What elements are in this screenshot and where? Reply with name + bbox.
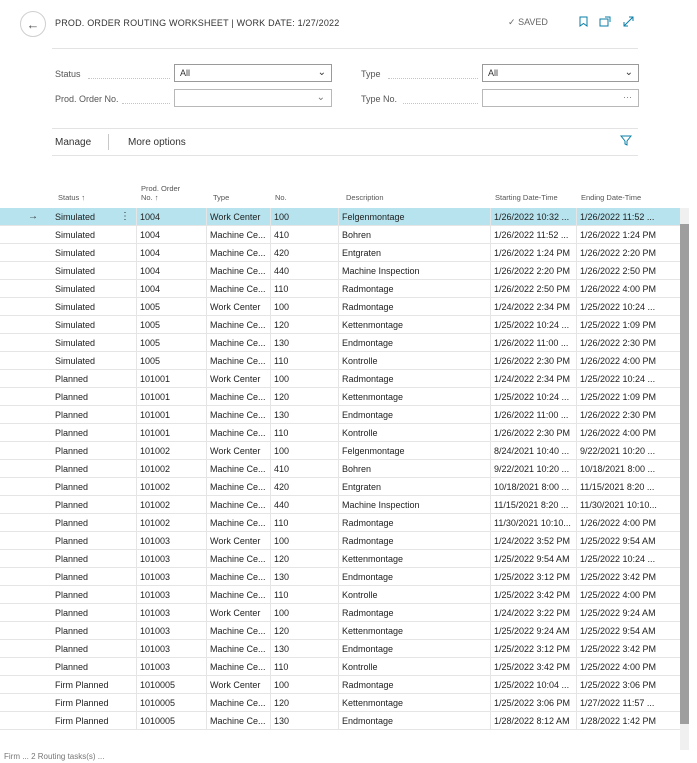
cell-ending-date-time[interactable]: 11/15/2021 8:20 ...	[576, 478, 680, 496]
cell-type[interactable]: Machine Ce...	[206, 244, 270, 262]
table-row[interactable]	[0, 586, 680, 604]
cell-description[interactable]: Endmontage	[338, 406, 490, 424]
cell-starting-date-time[interactable]: 1/28/2022 8:12 AM	[490, 712, 576, 730]
cell-no[interactable]: 120	[270, 388, 338, 406]
dotted-leader	[388, 78, 478, 79]
col-type[interactable]: Type	[213, 193, 230, 202]
col-prod-order-no[interactable]: Prod. Order No. ↑	[141, 184, 181, 202]
cell-prod-order-no[interactable]: 101002	[136, 496, 206, 514]
cell-no[interactable]: 100	[270, 442, 338, 460]
cell-status[interactable]: Simulated	[55, 212, 96, 222]
cell-no[interactable]: 110	[270, 514, 338, 532]
cell-starting-date-time[interactable]: 8/24/2021 10:40 ...	[490, 442, 576, 460]
cell-no[interactable]: 440	[270, 496, 338, 514]
current-row-arrow-icon: →	[28, 211, 38, 222]
cell-type[interactable]: Machine Ce...	[206, 568, 270, 586]
cell-status[interactable]: Planned	[55, 590, 89, 600]
cell-type[interactable]: Machine Ce...	[206, 424, 270, 442]
cell-description[interactable]: Endmontage	[338, 568, 490, 586]
footer-text: Firm ... 2 Routing tasks(s) ...	[4, 752, 105, 761]
cell-starting-date-time[interactable]: 1/26/2022 10:32 ...	[490, 208, 576, 226]
cell-no[interactable]: 110	[270, 352, 338, 370]
cell-starting-date-time[interactable]: 11/30/2021 10:10...	[490, 514, 576, 532]
cell-starting-date-time[interactable]: 1/26/2022 11:00 ...	[490, 334, 576, 352]
cell-description[interactable]: Radmontage	[338, 676, 490, 694]
table-row[interactable]	[0, 406, 680, 424]
cell-ending-date-time[interactable]: 1/26/2022 4:00 PM	[576, 514, 680, 532]
cell-description[interactable]: Kettenmontage	[338, 550, 490, 568]
cell-no[interactable]: 110	[270, 280, 338, 298]
cell-prod-order-no[interactable]: 1005	[136, 298, 206, 316]
cell-ending-date-time[interactable]: 1/26/2022 4:00 PM	[576, 424, 680, 442]
cell-type[interactable]: Machine Ce...	[206, 478, 270, 496]
top-bar	[0, 0, 697, 48]
cell-no[interactable]: 410	[270, 460, 338, 478]
cell-description[interactable]: Endmontage	[338, 640, 490, 658]
cell-status[interactable]: Simulated	[55, 230, 96, 240]
cell-ending-date-time[interactable]: 1/25/2022 10:24 ...	[576, 298, 680, 316]
cell-description[interactable]: Entgraten	[338, 478, 490, 496]
table-row[interactable]	[0, 316, 680, 334]
cell-no[interactable]: 120	[270, 316, 338, 334]
cell-description[interactable]: Kontrolle	[338, 424, 490, 442]
cell-prod-order-no[interactable]: 1004	[136, 280, 206, 298]
cell-starting-date-time[interactable]: 1/26/2022 2:20 PM	[490, 262, 576, 280]
cell-description[interactable]: Felgenmontage	[338, 442, 490, 460]
table-row[interactable]	[0, 604, 680, 622]
table-row[interactable]	[0, 226, 680, 244]
arrow-left-icon: ←	[26, 16, 40, 32]
cell-ending-date-time[interactable]: 1/26/2022 2:50 PM	[576, 262, 680, 280]
cell-status[interactable]: Simulated	[55, 320, 96, 330]
cell-type[interactable]: Machine Ce...	[206, 388, 270, 406]
bookmark-icon[interactable]	[576, 14, 590, 28]
table-row[interactable]	[0, 208, 680, 226]
type-no-input[interactable]	[482, 89, 639, 107]
cell-ending-date-time[interactable]: 10/18/2021 8:00 ...	[576, 460, 680, 478]
cell-status[interactable]: Firm Planned	[55, 698, 109, 708]
cell-status[interactable]: Planned	[55, 482, 89, 492]
cell-status[interactable]: Firm Planned	[55, 680, 109, 690]
table-row[interactable]	[0, 388, 680, 406]
cell-description[interactable]: Kettenmontage	[338, 622, 490, 640]
cell-no[interactable]: 130	[270, 640, 338, 658]
cell-ending-date-time[interactable]: 1/26/2022 11:52 ...	[576, 208, 680, 226]
cell-prod-order-no[interactable]: 1005	[136, 334, 206, 352]
cell-status[interactable]: Simulated	[55, 356, 96, 366]
cell-status[interactable]: Planned	[55, 428, 89, 438]
cell-description[interactable]: Felgenmontage	[338, 208, 490, 226]
cell-prod-order-no[interactable]: 101003	[136, 568, 206, 586]
cell-type[interactable]: Machine Ce...	[206, 316, 270, 334]
cell-ending-date-time[interactable]: 1/25/2022 3:42 PM	[576, 568, 680, 586]
cell-prod-order-no[interactable]: 101001	[136, 406, 206, 424]
cell-starting-date-time[interactable]: 1/25/2022 10:04 ...	[490, 676, 576, 694]
table-row[interactable]	[0, 568, 680, 586]
cell-ending-date-time[interactable]: 1/25/2022 1:09 PM	[576, 388, 680, 406]
cell-prod-order-no[interactable]: 1005	[136, 352, 206, 370]
cell-description[interactable]: Entgraten	[338, 244, 490, 262]
cell-prod-order-no[interactable]: 1010005	[136, 694, 206, 712]
cell-starting-date-time[interactable]: 1/26/2022 11:00 ...	[490, 406, 576, 424]
cell-no[interactable]: 100	[270, 532, 338, 550]
cell-starting-date-time[interactable]: 1/26/2022 11:52 ...	[490, 226, 576, 244]
col-status[interactable]: Status ↑	[58, 193, 86, 202]
manage-button[interactable]: Manage	[55, 137, 92, 148]
cell-type[interactable]: Machine Ce...	[206, 712, 270, 730]
cell-status[interactable]: Planned	[55, 518, 89, 528]
cell-no[interactable]: 120	[270, 694, 338, 712]
table-row[interactable]	[0, 262, 680, 280]
scrollbar-thumb[interactable]	[680, 224, 689, 724]
cell-status[interactable]: Simulated	[55, 302, 96, 312]
cell-no[interactable]: 410	[270, 226, 338, 244]
cell-no[interactable]: 100	[270, 208, 338, 226]
cell-ending-date-time[interactable]: 1/25/2022 1:09 PM	[576, 316, 680, 334]
cell-prod-order-no[interactable]: 101002	[136, 478, 206, 496]
cell-starting-date-time[interactable]: 1/26/2022 2:30 PM	[490, 352, 576, 370]
cell-ending-date-time[interactable]: 1/26/2022 2:30 PM	[576, 406, 680, 424]
back-button[interactable]	[20, 11, 46, 37]
cell-prod-order-no[interactable]: 101002	[136, 460, 206, 478]
table-row[interactable]	[0, 460, 680, 478]
cell-starting-date-time[interactable]: 1/26/2022 2:30 PM	[490, 424, 576, 442]
cell-description[interactable]: Machine Inspection	[338, 496, 490, 514]
cell-prod-order-no[interactable]: 1005	[136, 316, 206, 334]
chevron-down-icon: ⌄	[317, 67, 326, 78]
cell-status[interactable]: Planned	[55, 662, 89, 672]
cell-starting-date-time[interactable]: 1/25/2022 9:54 AM	[490, 550, 576, 568]
cell-description[interactable]: Kettenmontage	[338, 316, 490, 334]
cell-type[interactable]: Work Center	[206, 298, 270, 316]
cell-prod-order-no[interactable]: 1004	[136, 226, 206, 244]
cell-status[interactable]: Planned	[55, 374, 89, 384]
cell-description[interactable]: Kettenmontage	[338, 694, 490, 712]
table-row[interactable]	[0, 694, 680, 712]
cell-prod-order-no[interactable]: 101001	[136, 424, 206, 442]
cell-ending-date-time[interactable]: 1/26/2022 2:20 PM	[576, 244, 680, 262]
cell-prod-order-no[interactable]: 101001	[136, 388, 206, 406]
cell-type[interactable]: Work Center	[206, 604, 270, 622]
cell-description[interactable]: Radmontage	[338, 514, 490, 532]
cell-no[interactable]: 120	[270, 550, 338, 568]
cell-status[interactable]: Planned	[55, 608, 89, 618]
cell-starting-date-time[interactable]: 1/25/2022 3:06 PM	[490, 694, 576, 712]
cell-starting-date-time[interactable]: 11/15/2021 8:20 ...	[490, 496, 576, 514]
cell-type[interactable]: Work Center	[206, 532, 270, 550]
cell-prod-order-no[interactable]: 101003	[136, 532, 206, 550]
cell-ending-date-time[interactable]: 1/25/2022 10:24 ...	[576, 550, 680, 568]
cell-prod-order-no[interactable]: 1004	[136, 262, 206, 280]
cell-starting-date-time[interactable]: 1/25/2022 9:24 AM	[490, 622, 576, 640]
table-row[interactable]	[0, 622, 680, 640]
table-row[interactable]	[0, 244, 680, 262]
cell-no[interactable]: 420	[270, 244, 338, 262]
column-headers	[0, 160, 697, 208]
type-no-label: Type No.	[361, 94, 398, 104]
cell-type[interactable]: Machine Ce...	[206, 496, 270, 514]
cell-ending-date-time[interactable]: 1/25/2022 4:00 PM	[576, 586, 680, 604]
chevron-down-icon: ⌄	[624, 67, 633, 78]
cell-starting-date-time[interactable]: 1/25/2022 10:24 ...	[490, 388, 576, 406]
cell-prod-order-no[interactable]: 101003	[136, 658, 206, 676]
cell-starting-date-time[interactable]: 10/18/2021 8:00 ...	[490, 478, 576, 496]
cell-no[interactable]: 110	[270, 658, 338, 676]
table-row[interactable]	[0, 298, 680, 316]
cell-description[interactable]: Bohren	[338, 460, 490, 478]
cell-prod-order-no[interactable]: 1010005	[136, 712, 206, 730]
cell-type[interactable]: Machine Ce...	[206, 460, 270, 478]
prod-order-no-input[interactable]	[174, 89, 332, 107]
cell-no[interactable]: 130	[270, 334, 338, 352]
cell-ending-date-time[interactable]: 11/30/2021 10:10...	[576, 496, 680, 514]
cell-prod-order-no[interactable]: 101003	[136, 622, 206, 640]
prod-order-no-label: Prod. Order No.	[55, 94, 119, 104]
cell-description[interactable]: Radmontage	[338, 370, 490, 388]
cell-status[interactable]: Planned	[55, 554, 89, 564]
cell-ending-date-time[interactable]: 1/25/2022 4:00 PM	[576, 658, 680, 676]
col-starting-date-time[interactable]: Starting Date-Time	[495, 193, 558, 202]
cell-status[interactable]: Planned	[55, 572, 89, 582]
table-row[interactable]	[0, 712, 680, 730]
cell-status[interactable]: Planned	[55, 536, 89, 546]
cell-description[interactable]: Bohren	[338, 226, 490, 244]
cell-ending-date-time[interactable]: 1/26/2022 2:30 PM	[576, 334, 680, 352]
table-row[interactable]	[0, 280, 680, 298]
cell-type[interactable]: Machine Ce...	[206, 640, 270, 658]
divider	[52, 128, 638, 129]
cell-status[interactable]: Simulated	[55, 284, 96, 294]
cell-description[interactable]: Kontrolle	[338, 586, 490, 604]
row-menu-icon[interactable]: ⋮	[120, 211, 130, 222]
cell-no[interactable]: 100	[270, 676, 338, 694]
cell-status[interactable]: Planned	[55, 392, 89, 402]
cell-description[interactable]: Kontrolle	[338, 658, 490, 676]
type-select[interactable]: All ⌄	[482, 64, 639, 82]
cell-starting-date-time[interactable]: 1/24/2022 2:34 PM	[490, 298, 576, 316]
table-row[interactable]	[0, 550, 680, 568]
cell-no[interactable]: 100	[270, 298, 338, 316]
cell-status[interactable]: Simulated	[55, 248, 96, 258]
expand-icon[interactable]	[621, 14, 635, 28]
cell-no[interactable]: 120	[270, 622, 338, 640]
status-select[interactable]: All ⌄	[174, 64, 332, 82]
cell-starting-date-time[interactable]: 1/25/2022 3:12 PM	[490, 640, 576, 658]
cell-type[interactable]: Machine Ce...	[206, 622, 270, 640]
cell-status[interactable]: Simulated	[55, 266, 96, 276]
saved-status: ✓ SAVED	[508, 17, 548, 27]
check-icon: ✓	[508, 17, 516, 27]
dotted-leader	[403, 103, 478, 104]
cell-description[interactable]: Kettenmontage	[338, 388, 490, 406]
cell-starting-date-time[interactable]: 1/25/2022 10:24 ...	[490, 316, 576, 334]
col-ending-date-time[interactable]: Ending Date-Time	[581, 193, 642, 202]
cell-prod-order-no[interactable]: 101002	[136, 442, 206, 460]
cell-status[interactable]: Planned	[55, 644, 89, 654]
cell-ending-date-time[interactable]: 1/26/2022 4:00 PM	[576, 280, 680, 298]
cell-status[interactable]: Planned	[55, 500, 89, 510]
dotted-leader	[88, 78, 170, 79]
open-new-window-icon[interactable]	[598, 14, 612, 28]
cell-starting-date-time[interactable]: 1/26/2022 2:50 PM	[490, 280, 576, 298]
table-row[interactable]	[0, 676, 680, 694]
cell-type[interactable]: Work Center	[206, 370, 270, 388]
cell-type[interactable]: Machine Ce...	[206, 406, 270, 424]
cell-prod-order-no[interactable]: 101003	[136, 640, 206, 658]
filter-icon[interactable]	[620, 135, 632, 149]
cell-description[interactable]: Kontrolle	[338, 352, 490, 370]
cell-type[interactable]: Machine Ce...	[206, 586, 270, 604]
cell-starting-date-time[interactable]: 1/24/2022 3:22 PM	[490, 604, 576, 622]
cell-ending-date-time[interactable]: 1/25/2022 9:54 AM	[576, 622, 680, 640]
cell-prod-order-no[interactable]: 1004	[136, 208, 206, 226]
cell-starting-date-time[interactable]: 1/26/2022 1:24 PM	[490, 244, 576, 262]
divider	[52, 155, 638, 156]
cell-type[interactable]: Machine Ce...	[206, 262, 270, 280]
cell-no[interactable]: 100	[270, 370, 338, 388]
cell-status[interactable]: Simulated	[55, 338, 96, 348]
more-icon: ···	[623, 92, 632, 102]
table-row[interactable]	[0, 352, 680, 370]
cell-starting-date-time[interactable]: 9/22/2021 10:20 ...	[490, 460, 576, 478]
cell-type[interactable]: Work Center	[206, 208, 270, 226]
table-row[interactable]	[0, 658, 680, 676]
cell-description[interactable]: Endmontage	[338, 712, 490, 730]
cell-description[interactable]: Machine Inspection	[338, 262, 490, 280]
cell-status[interactable]: Planned	[55, 410, 89, 420]
status-label: Status	[55, 69, 81, 79]
table-row[interactable]	[0, 370, 680, 388]
table-row[interactable]	[0, 334, 680, 352]
page-title: PROD. ORDER ROUTING WORKSHEET | WORK DATE: 1/27/2022	[55, 18, 340, 28]
cell-type[interactable]: Work Center	[206, 442, 270, 460]
more-options-button[interactable]: More options	[128, 137, 186, 148]
cell-status[interactable]: Planned	[55, 464, 89, 474]
cell-prod-order-no[interactable]: 101003	[136, 604, 206, 622]
table-row[interactable]	[0, 424, 680, 442]
cell-starting-date-time[interactable]: 1/24/2022 2:34 PM	[490, 370, 576, 388]
cell-starting-date-time[interactable]: 1/25/2022 3:42 PM	[490, 586, 576, 604]
cell-status[interactable]: Firm Planned	[55, 716, 109, 726]
cell-status[interactable]: Planned	[55, 626, 89, 636]
col-description[interactable]: Description	[346, 193, 384, 202]
cell-ending-date-time[interactable]: 1/27/2022 11:57 ...	[576, 694, 680, 712]
cell-type[interactable]: Machine Ce...	[206, 280, 270, 298]
cell-prod-order-no[interactable]: 1004	[136, 244, 206, 262]
cell-ending-date-time[interactable]: 1/26/2022 4:00 PM	[576, 352, 680, 370]
cell-no[interactable]: 420	[270, 478, 338, 496]
table-row[interactable]	[0, 478, 680, 496]
cell-type[interactable]: Machine Ce...	[206, 226, 270, 244]
cell-prod-order-no[interactable]: 101003	[136, 550, 206, 568]
cell-status[interactable]: Planned	[55, 446, 89, 456]
table-row[interactable]	[0, 640, 680, 658]
chevron-down-icon: ⌄	[316, 92, 325, 103]
table-row[interactable]	[0, 496, 680, 514]
cell-ending-date-time[interactable]: 1/25/2022 9:54 AM	[576, 532, 680, 550]
table-row[interactable]	[0, 532, 680, 550]
type-label: Type	[361, 69, 381, 79]
cell-ending-date-time[interactable]: 1/25/2022 10:24 ...	[576, 370, 680, 388]
cell-description[interactable]: Radmontage	[338, 604, 490, 622]
cell-type[interactable]: Machine Ce...	[206, 550, 270, 568]
cell-ending-date-time[interactable]: 1/28/2022 1:42 PM	[576, 712, 680, 730]
cell-starting-date-time[interactable]: 1/25/2022 3:42 PM	[490, 658, 576, 676]
cell-type[interactable]: Work Center	[206, 676, 270, 694]
cell-no[interactable]: 110	[270, 424, 338, 442]
cell-type[interactable]: Machine Ce...	[206, 658, 270, 676]
cell-prod-order-no[interactable]: 1010005	[136, 676, 206, 694]
cell-prod-order-no[interactable]: 101001	[136, 370, 206, 388]
cell-prod-order-no[interactable]: 101002	[136, 514, 206, 532]
cell-description[interactable]: Radmontage	[338, 532, 490, 550]
cell-description[interactable]: Radmontage	[338, 280, 490, 298]
cell-ending-date-time[interactable]: 1/26/2022 1:24 PM	[576, 226, 680, 244]
cell-description[interactable]: Endmontage	[338, 334, 490, 352]
cell-starting-date-time[interactable]: 1/24/2022 3:52 PM	[490, 532, 576, 550]
cell-type[interactable]: Machine Ce...	[206, 334, 270, 352]
cell-type[interactable]: Machine Ce...	[206, 352, 270, 370]
cell-ending-date-time[interactable]: 9/22/2021 10:20 ...	[576, 442, 680, 460]
cell-no[interactable]: 130	[270, 406, 338, 424]
cell-description[interactable]: Radmontage	[338, 298, 490, 316]
cell-ending-date-time[interactable]: 1/25/2022 9:24 AM	[576, 604, 680, 622]
dotted-leader	[122, 103, 170, 104]
cell-no[interactable]: 130	[270, 712, 338, 730]
divider	[52, 48, 638, 49]
cell-no[interactable]: 100	[270, 604, 338, 622]
cell-ending-date-time[interactable]: 1/25/2022 3:42 PM	[576, 640, 680, 658]
divider	[108, 134, 109, 150]
cell-no[interactable]: 440	[270, 262, 338, 280]
cell-type[interactable]: Machine Ce...	[206, 694, 270, 712]
col-no[interactable]: No.	[275, 193, 287, 202]
cell-type[interactable]: Machine Ce...	[206, 514, 270, 532]
action-bar	[52, 130, 638, 154]
cell-no[interactable]: 110	[270, 586, 338, 604]
cell-prod-order-no[interactable]: 101003	[136, 586, 206, 604]
cell-ending-date-time[interactable]: 1/25/2022 3:06 PM	[576, 676, 680, 694]
cell-no[interactable]: 130	[270, 568, 338, 586]
cell-starting-date-time[interactable]: 1/25/2022 3:12 PM	[490, 568, 576, 586]
table-row[interactable]	[0, 514, 680, 532]
table-row[interactable]	[0, 442, 680, 460]
